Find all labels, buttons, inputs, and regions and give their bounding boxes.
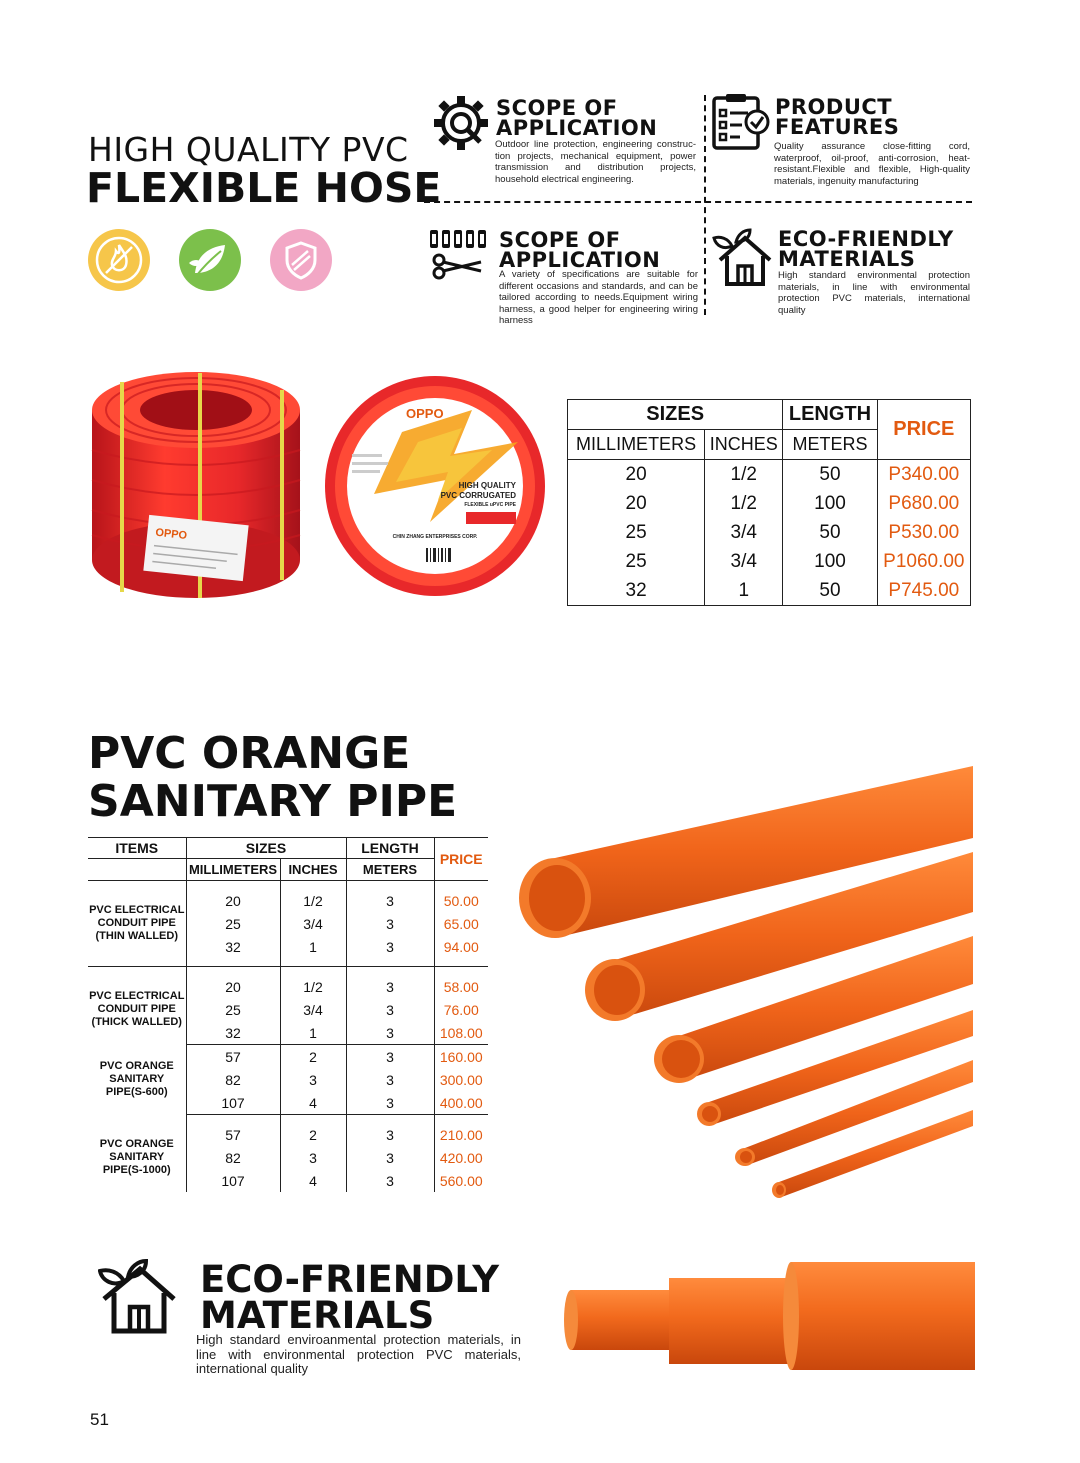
cell-mm: 32 — [186, 1021, 280, 1045]
label-company: CHIN ZHANG ENTERPRISES CORP. — [392, 534, 478, 540]
item-line: PVC ORANGE — [99, 1060, 174, 1072]
hose-sub-mm: MILLIMETERS — [568, 430, 705, 460]
shield-icon — [270, 229, 332, 291]
cell-price: P340.00 — [877, 460, 970, 490]
table-row — [568, 518, 971, 547]
section2-title-line2: SANITARY PIPE — [88, 776, 458, 827]
clipboard-check-icon — [710, 92, 772, 150]
pipe-sub-m: METERS — [346, 859, 434, 881]
cell-in: 1/2 — [280, 975, 346, 998]
feature-4-title-line2: MATERIALS — [778, 247, 916, 271]
cell-price: 50.00 — [434, 889, 488, 912]
feature-2-title-line1: PRODUCT — [775, 95, 893, 119]
cell-in: 2 — [280, 1123, 346, 1146]
hose-price-table — [567, 399, 971, 606]
coil-label-brand: OPPO — [154, 526, 188, 542]
cell-mm: 20 — [186, 889, 280, 912]
hero-title-line1: HIGH QUALITY PVC — [88, 130, 409, 169]
pipe-sub-mm: MILLIMETERS — [186, 859, 280, 881]
cell-price: 420.00 — [434, 1146, 488, 1169]
feature-2-text: Quality assurance close-fitting cord, waterproof, oil-proof, anti-corrosion, heat-resistant.Flexible and flexible, High-quality materials, ingenuity manufacturing — [774, 141, 970, 187]
cell-m: 100 — [783, 547, 877, 576]
item-line: PIPE(S-600) — [105, 1086, 168, 1098]
feature-divider-horizontal — [424, 201, 972, 203]
cell-mm: 107 — [186, 1091, 280, 1115]
section2-title-line1: PVC ORANGE — [88, 728, 411, 779]
cell-mm: 20 — [568, 489, 705, 518]
feature-1-text: Outdoor line protection, engineering construc-tion projects, mechanical equipment, power transmission and distribution projects, household electrical engineering. — [495, 139, 696, 185]
cell-price: 65.00 — [434, 912, 488, 935]
fire-retardant-icon — [88, 229, 150, 291]
hose-head-price: PRICE — [877, 400, 970, 460]
pipe-sub-in: INCHES — [280, 859, 346, 881]
orange-pipes-image — [515, 760, 977, 1210]
item-label — [88, 1045, 186, 1115]
pipe-fitting-image — [563, 1260, 975, 1377]
cell-m: 100 — [783, 489, 877, 518]
item-line: SANITARY — [109, 1073, 165, 1085]
cell-price: P1060.00 — [877, 547, 970, 576]
pipe-price-table — [88, 837, 488, 1192]
cell-mm: 25 — [568, 547, 705, 576]
cell-m: 3 — [346, 975, 434, 998]
cell-price: 76.00 — [434, 998, 488, 1021]
eco-house-icon — [712, 226, 774, 288]
cell-m: 3 — [346, 935, 434, 958]
wire-cutter-icon — [429, 228, 489, 280]
cell-price: P680.00 — [877, 489, 970, 518]
cell-price: 58.00 — [434, 975, 488, 998]
cell-in: 4 — [280, 1091, 346, 1115]
cell-in: 3/4 — [705, 547, 783, 576]
label-line3: FLEXIBLE uPVC PIPE — [464, 502, 516, 508]
cell-m: 3 — [346, 1045, 434, 1069]
hose-label-image — [322, 372, 548, 605]
cell-mm: 25 — [186, 998, 280, 1021]
cell-m: 3 — [346, 1146, 434, 1169]
feature-1-title-line1: SCOPE OF — [496, 96, 618, 120]
pipe-head-price: PRICE — [434, 838, 488, 881]
eco-title-line2: MATERIALS — [200, 1294, 435, 1337]
cell-m: 3 — [346, 1091, 434, 1115]
item-label — [88, 1123, 186, 1192]
cell-mm: 20 — [186, 975, 280, 998]
cell-mm: 32 — [186, 935, 280, 958]
cell-in: 3/4 — [280, 998, 346, 1021]
cell-in: 3/4 — [280, 912, 346, 935]
cell-m: 3 — [346, 1123, 434, 1146]
cell-in: 1 — [280, 935, 346, 958]
cell-in: 1/2 — [705, 489, 783, 518]
feature-3-text: A variety of specifications are suitable for different occasions and standards, and can be tailored according to needs.Equipment wiring harness, a good helper for engineering wiring harness — [499, 269, 698, 326]
hose-coil-image — [88, 370, 308, 607]
item-line: (THIN WALLED) — [95, 930, 178, 942]
feature-2-title-line2: FEATURES — [775, 115, 900, 139]
table-row — [88, 889, 488, 912]
item-label — [88, 975, 186, 1045]
item-line: CONDUIT PIPE — [97, 917, 176, 929]
cell-m: 50 — [783, 576, 877, 606]
hose-head-length: LENGTH — [783, 400, 877, 430]
cell-price: 300.00 — [434, 1068, 488, 1091]
label-brand: OPPO — [406, 406, 444, 421]
gear-icon — [432, 94, 490, 152]
cell-mm: 82 — [186, 1068, 280, 1091]
cell-mm: 32 — [568, 576, 705, 606]
item-label — [88, 889, 186, 958]
cell-m: 3 — [346, 1068, 434, 1091]
table-row — [568, 547, 971, 576]
hose-sub-in: INCHES — [705, 430, 783, 460]
cell-price: 94.00 — [434, 935, 488, 958]
feature-3-title-line2: APPLICATION — [499, 248, 661, 272]
cell-mm: 25 — [568, 518, 705, 547]
cell-mm: 57 — [186, 1123, 280, 1146]
item-line: PVC ELECTRICAL — [89, 990, 185, 1003]
cell-price: P745.00 — [877, 576, 970, 606]
cell-in: 1/2 — [705, 460, 783, 490]
item-line: CONDUIT PIPE — [97, 1003, 176, 1016]
feature-4-text: High standard environmental protection materials, in line with environmental protection PVC materials, international quality — [778, 270, 970, 316]
pipe-head-sizes: SIZES — [186, 838, 346, 859]
label-line1: HIGH QUALITY — [458, 481, 516, 490]
cell-mm: 20 — [568, 460, 705, 490]
cell-in: 3/4 — [705, 518, 783, 547]
page-number: 51 — [90, 1410, 109, 1429]
item-line: PVC ORANGE — [99, 1138, 174, 1150]
cell-in: 3 — [280, 1068, 346, 1091]
cell-in: 4 — [280, 1169, 346, 1192]
cell-m: 3 — [346, 1021, 434, 1045]
hose-sub-m: METERS — [783, 430, 877, 460]
cell-in: 1/2 — [280, 889, 346, 912]
feature-divider-vertical — [704, 95, 706, 315]
item-line: PVC ELECTRICAL — [89, 904, 185, 916]
cell-price: P530.00 — [877, 518, 970, 547]
cell-price: 210.00 — [434, 1123, 488, 1146]
hero-title-line2: FLEXIBLE HOSE — [86, 164, 442, 212]
cell-price: 560.00 — [434, 1169, 488, 1192]
eco-text: High standard enviroanmental protection materials, in line with environmental protection PVC materials, international quality — [196, 1332, 521, 1376]
cell-mm: 57 — [186, 1045, 280, 1069]
cell-in: 1 — [705, 576, 783, 606]
table-row — [568, 460, 971, 490]
cell-price: 160.00 — [434, 1045, 488, 1069]
label-line2: PVC CORRUGATED — [440, 491, 516, 500]
cell-m: 3 — [346, 889, 434, 912]
cell-mm: 25 — [186, 912, 280, 935]
table-row — [88, 1123, 488, 1146]
table-row — [88, 1045, 488, 1069]
eco-title-line1: ECO-FRIENDLY — [200, 1258, 500, 1301]
hose-head-sizes: SIZES — [568, 400, 783, 430]
cell-m: 50 — [783, 460, 877, 490]
cell-m: 3 — [346, 912, 434, 935]
cell-in: 3 — [280, 1146, 346, 1169]
table-row — [568, 489, 971, 518]
cell-in: 1 — [280, 1021, 346, 1045]
pipe-head-length: LENGTH — [346, 838, 434, 859]
cell-in: 2 — [280, 1045, 346, 1069]
pipe-head-items: ITEMS — [88, 838, 186, 859]
feature-4-title-line1: ECO-FRIENDLY — [778, 227, 954, 251]
feature-3-title-line1: SCOPE OF — [499, 228, 621, 252]
item-line: SANITARY — [109, 1151, 165, 1163]
table-row — [88, 975, 488, 998]
cell-m: 50 — [783, 518, 877, 547]
cell-price: 108.00 — [434, 1021, 488, 1045]
cell-mm: 82 — [186, 1146, 280, 1169]
table-row — [568, 576, 971, 606]
item-line: (THICK WALLED) — [91, 1016, 182, 1029]
cell-m: 3 — [346, 1169, 434, 1192]
cell-m: 3 — [346, 998, 434, 1021]
cell-mm: 107 — [186, 1169, 280, 1192]
eco-house-icon — [98, 1257, 178, 1340]
cell-price: 400.00 — [434, 1091, 488, 1115]
feature-1-title-line2: APPLICATION — [496, 116, 658, 140]
leaf-icon — [179, 229, 241, 291]
item-line: PIPE(S-1000) — [102, 1164, 171, 1176]
